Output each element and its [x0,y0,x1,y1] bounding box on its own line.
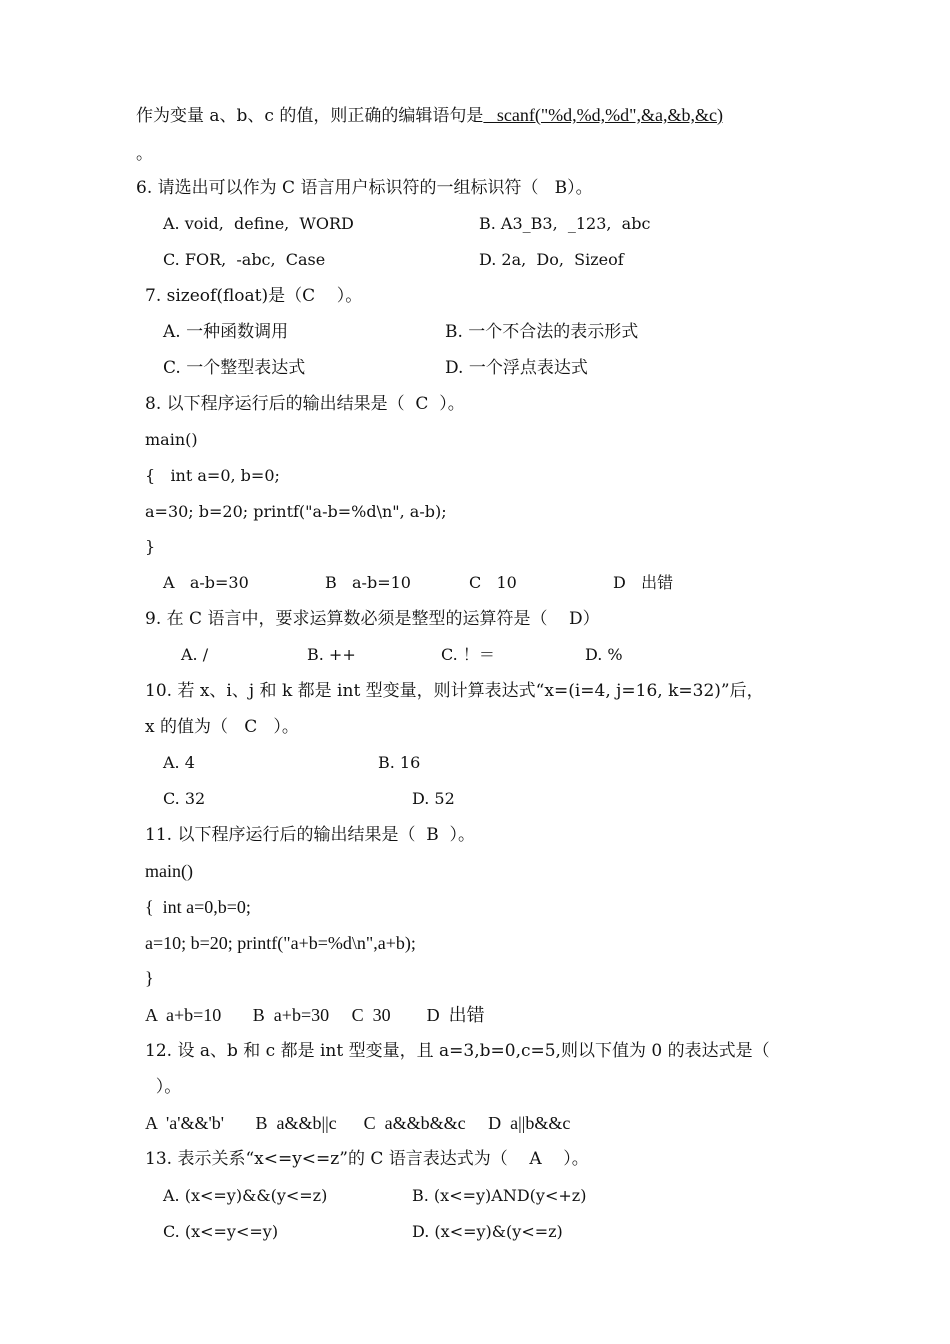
question-11-stem: 11. 以下程序运行后的输出结果是（ B ）。 [145,825,476,845]
question-8-option-c: C 10 [469,573,517,592]
question-9-option-a: A. / [181,645,209,664]
question-9-option-d: D. % [585,645,623,664]
question-8-stem: 8. 以下程序运行后的输出结果是（ C ）。 [145,394,465,414]
question-10-option-a: A. 4 [163,753,195,772]
question-8-option-a: A a-b=30 [163,573,249,592]
continuation-end: 。 [136,144,153,164]
question-8-option-b: B a-b=10 [325,573,411,592]
question-13-option-a: A. (x<=y)&&(y<=z) [163,1186,328,1205]
question-13-option-b: B. (x<=y)AND(y<+z) [412,1186,587,1205]
question-9-option-c: C. ！＝ [441,645,495,664]
question-6-option-b: B. A3_B3, _123, abc [479,214,651,233]
question-11-options: A a+b=10 B a+b=30 C 30 D 出错 [145,1005,485,1025]
question-12-options: A 'a'&&'b' B a&&b||c C a&&b&&c D a||b&&c [145,1113,571,1133]
question-6-stem: 6. 请选出可以作为 C 语言用户标识符的一组标识符（ B）。 [136,178,593,198]
question-7-option-a: A. 一种函数调用 [163,322,289,342]
question-10-option-d: D. 52 [412,789,455,808]
question-13-stem: 13. 表示关系“x<=y<=z”的 C 语言表达式为（ A ）。 [145,1149,589,1169]
question-11-code-line-3: a=10; b=20; printf("a+b=%d\n",a+b); [145,933,416,953]
continuation-text: 作为变量 a、b、c 的值，则正确的编辑语句是 [136,106,484,126]
question-10-option-b: B. 16 [378,753,421,772]
question-7-stem: 7. sizeof(float)是（C ）。 [145,286,363,306]
question-8-option-d: D 出错 [613,573,674,592]
question-8-code-line-3: a=30; b=20; printf("a-b=%d\n", a-b); [145,502,447,521]
continuation-line [136,103,723,128]
question-6-option-a: A. void, define, WORD [163,214,354,233]
question-7-option-b: B. 一个不合法的表示形式 [445,322,639,342]
question-8-code-line-1: main() [145,430,198,449]
question-8-code-line-2: { int a=0, b=0; [145,466,280,485]
question-12-stem: 12. 设 a、b 和 c 都是 int 型变量，且 a=3,b=0,c=5,则以下值为 0 的表达式是（ [145,1041,770,1061]
question-13-option-c: C. (x<=y<=y) [163,1222,279,1241]
question-6-option-d: D. 2a, Do, Sizeof [479,250,624,269]
question-10-stem: 10. 若 x、i、j 和 k 都是 int 型变量，则计算表达式“x=(i=4, j=16, k=32)”后， [145,681,764,701]
question-11-code-line-2: { int a=0,b=0; [145,897,251,917]
question-9-stem: 9. 在 C 语言中，要求运算数必须是整型的运算符是（ D） [145,609,600,629]
answer-scanf: scanf("%d,%d,%d",&a,&b,&c) [483,105,723,125]
question-11-code-line-1: main() [145,861,193,881]
question-8-code-line-4: } [145,537,156,556]
question-7-option-c: C. 一个整型表达式 [163,358,306,378]
question-7-option-d: D. 一个浮点表达式 [445,358,588,378]
question-10-stem-continued: x 的值为（ C ）。 [145,717,299,737]
question-12-stem-continued: ）。 [145,1077,182,1097]
question-11-code-line-4: } [145,968,154,988]
question-13-option-d: D. (x<=y)&(y<=z) [412,1222,563,1241]
question-10-option-c: C. 32 [163,789,206,808]
question-9-option-b: B. ++ [307,645,356,664]
question-6-option-c: C. FOR, -abc, Case [163,250,326,269]
